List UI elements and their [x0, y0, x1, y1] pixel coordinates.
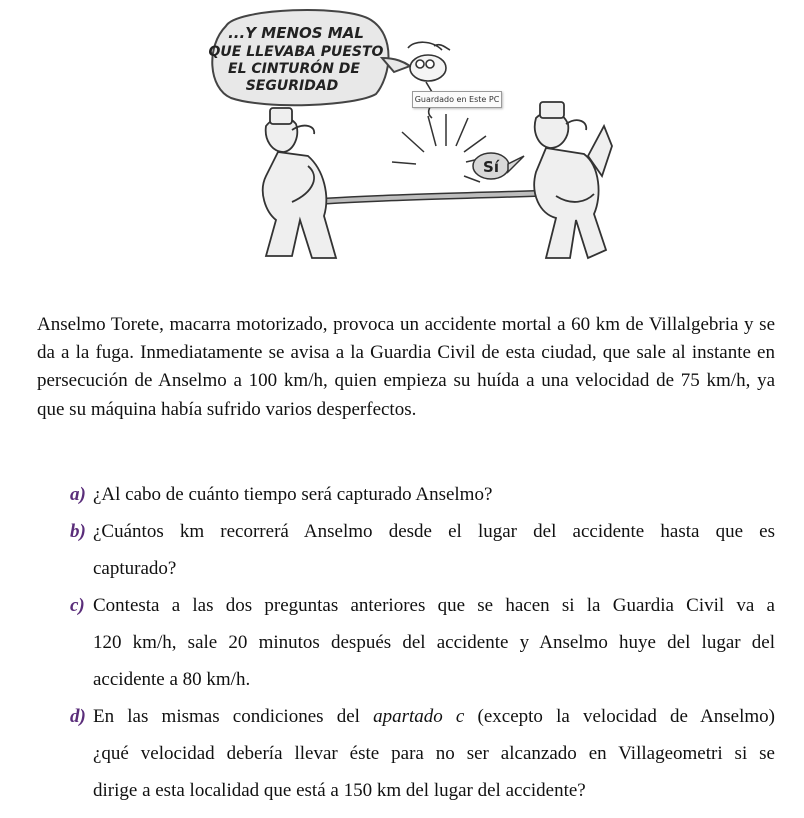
- question-text: capturado?: [93, 558, 177, 579]
- question-text: accidente a 80 km/h.: [93, 669, 251, 690]
- saved-tooltip: Guardado en Este PC: [412, 91, 502, 108]
- question-c: [70, 587, 775, 698]
- apartado-reference: apartado c: [373, 706, 465, 727]
- cartoon-illustration: [196, 6, 620, 268]
- question-b: [70, 513, 775, 587]
- question-label: b): [70, 521, 86, 542]
- question-a: [70, 476, 775, 513]
- question-d: [70, 698, 775, 809]
- right-character: [534, 102, 612, 258]
- question-text-line1: En las mismas condiciones del apartado c (excepto la velocidad de Anselmo): [93, 706, 775, 727]
- question-label: d): [70, 706, 86, 727]
- question-text: dirige a esta localidad que está a 150 km del lugar del accidente?: [93, 780, 586, 801]
- question-text: ¿qué velocidad debería llevar éste para no ser alcanzado en Villageometri si se: [93, 743, 775, 764]
- speech-line-2: QUE LLEVABA PUESTO: [208, 44, 384, 60]
- question-text: ¿Al cabo de cuánto tiempo será capturado Anselmo?: [93, 484, 493, 505]
- left-character: [263, 108, 336, 258]
- question-text: Contesta a las dos preguntas anteriores que se hacen si la Guardia Civil va a: [93, 595, 775, 616]
- question-text: 120 km/h, sale 20 minutos después del accidente y Anselmo huye del lugar del: [93, 632, 775, 653]
- speech-line-1: ...Y MENOS MAL: [228, 24, 364, 42]
- problem-paragraph: Anselmo Torete, macarra motorizado, provoca un accidente mortal a 60 km de Villalgebria y se da a la fuga. Inmediatamente se avisa a la Guardia Civil de esta ciudad, que sale al instante en persecución de Anselmo a 100 km/h, quien empieza su huída a una velocidad de 75 km/h, ya que su máquina había sufrido varios desperfectos.: [37, 314, 775, 420]
- question-label: c): [70, 595, 85, 616]
- question-text: ¿Cuántos km recorrerá Anselmo desde el lugar del accidente hasta que es: [93, 521, 775, 542]
- speech-line-3: EL CINTURÓN DE: [228, 61, 360, 77]
- speech-line-4: SEGURIDAD: [245, 78, 339, 94]
- si-text: Sí: [483, 158, 499, 176]
- question-label: a): [70, 484, 86, 505]
